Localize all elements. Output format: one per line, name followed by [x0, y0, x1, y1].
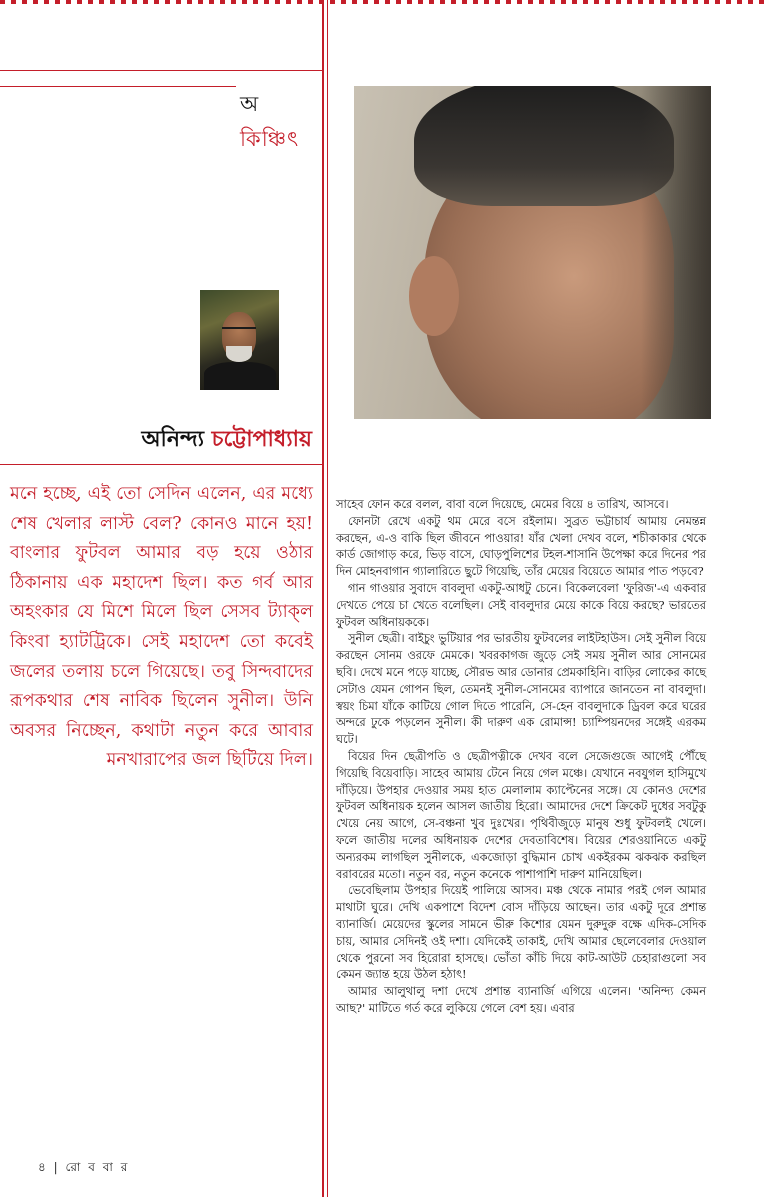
byline-rule: [0, 464, 322, 465]
author-byline: [100, 422, 312, 459]
article-paragraph: গান গাওয়ার সুবাদে বাবলুদা একটু-আধটু চেনে। বিকেলবেলা 'ফুরিজ'-এ একবার দেখতে পেয়ে চা খেতে বলেছিল। সেই বাবলুদার মেয়ে কাকে বিয়ে করছে? ভারতের ফুটবল অধিনায়ককে।: [336, 581, 706, 629]
article-paragraph: ফোনটা রেখে একটু থম মেরে বসে রইলাম। সুব্রত ভট্টাচার্য আমায় নেমন্তন্ন করছেন, এ-ও বাকি ছিল জীবনে পাওয়ার! যাঁর খেলা দেখব বলে, শচীকাকার থেকে কার্ড জোগাড় করে, ভিড় বাসে, ঘোড়পুলিশের টহল-শাসানি উপেক্ষা করে দিনের পর দিন মোহনবাগান গ্যালারিতে ছুটে গিয়েছি, তাঁর মেয়ের বিয়েতে আমার পাত পড়বে?: [336, 514, 706, 579]
column-divider-thin: [327, 0, 328, 1197]
article-paragraph: সুনীল ছেত্রী। বাইচুং ভুটিয়ার পর ভারতীয় ফুটবলের লাইটহাউস। সেই সুনীল বিয়ে করছেন সোনম ওরফে মেমকে। খবরকাগজ জুড়ে সেই সময় সুনীল আর সোনমের ছবি। দেখে মনে পড়ে যাচ্ছে, সৌরভ আর ডোনার প্রেমকাহিনি। বাড়ির লোকের কাছে সেটাও যেমন গোপন ছিল, তেমনই সুনীল-সোনমের ব্যাপারে জানতেন না বাবলুদা। স্বয়ং চিমা যাঁকে কাটিয়ে গোল দিতে পারেনি, সে-হেন বাবলুদাকে ড্রিবল করে ঘরের অন্দরে ঢুকে পড়লেন সুনীল। কী দারুণ এক রোমান্স! চ্যাম্পিয়নদের সঙ্গেই এরকম ঘটে।: [336, 632, 706, 747]
article-body: [336, 497, 706, 1018]
column-title: [240, 88, 312, 158]
hero-photo: [354, 86, 711, 419]
article-paragraph: বিয়ের দিন ছেত্রীপতি ও ছেত্রীপত্নীকে দেখব বলে সেজেগুজে আগেই পৌঁছে গিয়েছি বিয়েবাড়ি। সাহেব আমায় টেনে নিয়ে গেল মঞ্চে। যেখানে নবযুগল হাসিমুখে দাঁড়িয়ে। উপহার দেওয়ার সময় হাত মেলালাম ক্যাপ্টেনের সঙ্গে। যে কোনও দেশের ফুটবল অধিনায়ক হলেন আসল জাতীয় হিরো। আমাদের দেশে ক্রিকেট দুধের সবটুকু খেয়ে নেয় আগে, সে-বঞ্চনা খুব দুঃখের। পৃথিবীজুড়ে মানুষ শুধু ফুটবলই খেলে। ফলে জাতীয় দলের অধিনায়ক দেশের দেবতাবিশেষ। বিয়ের শেরওয়ানিতে একটু অন্যরকম লাগছিল সুনীলকে, একজোড়া বুদ্ধিমান চোখ একইরকম ঝকঝক করছিল বরাবরের মতো। নতুন বর, নতুন কনেকে পাশাপাশি দারুণ মানিয়েছিল।: [336, 749, 706, 881]
header-rule: [0, 70, 322, 71]
top-dashed-border: [0, 0, 770, 10]
header-rule-short: [0, 86, 236, 87]
article-paragraph: সাহেব ফোন করে বলল, বাবা বলে দিয়েছে, মেমের বিয়ে ৪ তারিখ, আসবে।: [336, 498, 669, 511]
article-paragraph: ভেবেছিলাম উপহার দিয়েই পালিয়ে আসব। মঞ্চ থেকে নামার পরই গেল আমার মাথাটা ঘুরে। দেখি একপাশে বিদেশ বোস দাঁড়িয়ে আছেন। তার একটু দূরে প্রশান্ত ব্যানার্জি। মেয়েদের স্কুলের সামনে ভীরু কিশোর যেমন দুরুদুরু বক্ষে এদিক-সেদিক চায়, আমার সেদিনই ওই দশা। যেদিকেই তাকাই, দেখি আমার ছেলেবেলার দেওয়াল থেকে পুরনো সব হিরোরা হাসছে। ভোঁতা কাঁচি দিয়ে কাট-আউট চেহারাগুলো সব কেমন জ্যান্ত হয়ে উঠল হঠাৎ!: [336, 884, 706, 982]
author-first-name: অনিন্দ্য: [141, 426, 204, 452]
column-title-accent: কিঞ্চিৎ: [240, 127, 300, 151]
column-divider: [322, 0, 324, 1197]
author-photo: [200, 290, 279, 390]
pull-quote: মনে হচ্ছে, এই তো সেদিন এলেন, এর মধ্যে শেষ খেলার লাস্ট বেল? কোনও মানে হয়! বাংলার ফুটবল আমার বড় হয়ে ওঠার ঠিকানায় এক মহাদেশ ছিল। কত গর্ব আর অহংকার যে মিশে মিলে ছিল সেসব ট্যাক্‌ল কিংবা হ্যাটট্রিকে। সেই মহাদেশ তো কবেই জলের তলায় চলে গিয়েছে। তবু সিন্দবাদের রূপকথার শেষ নাবিক ছিলেন সুনীল। উনি অবসর নিচ্ছেন, কথাটা নতুন করে আবার মনখারাপের জল ছিটিয়ে দিল।: [10, 484, 313, 771]
page-footer: ৪ | রো ব বা র: [38, 1160, 130, 1174]
author-last-name: চট্টোপাধ্যায়: [211, 426, 312, 452]
column-title-prefix: অ: [240, 92, 260, 116]
article-paragraph: আমার আলুথালু দশা দেখে প্রশান্ত ব্যানার্জি এগিয়ে এলেন। 'অনিন্দ্য কেমন আছ?' মাটিতে গর্ত করে লুকিয়ে গেলে বেশ হয়। এবার: [336, 985, 706, 1015]
